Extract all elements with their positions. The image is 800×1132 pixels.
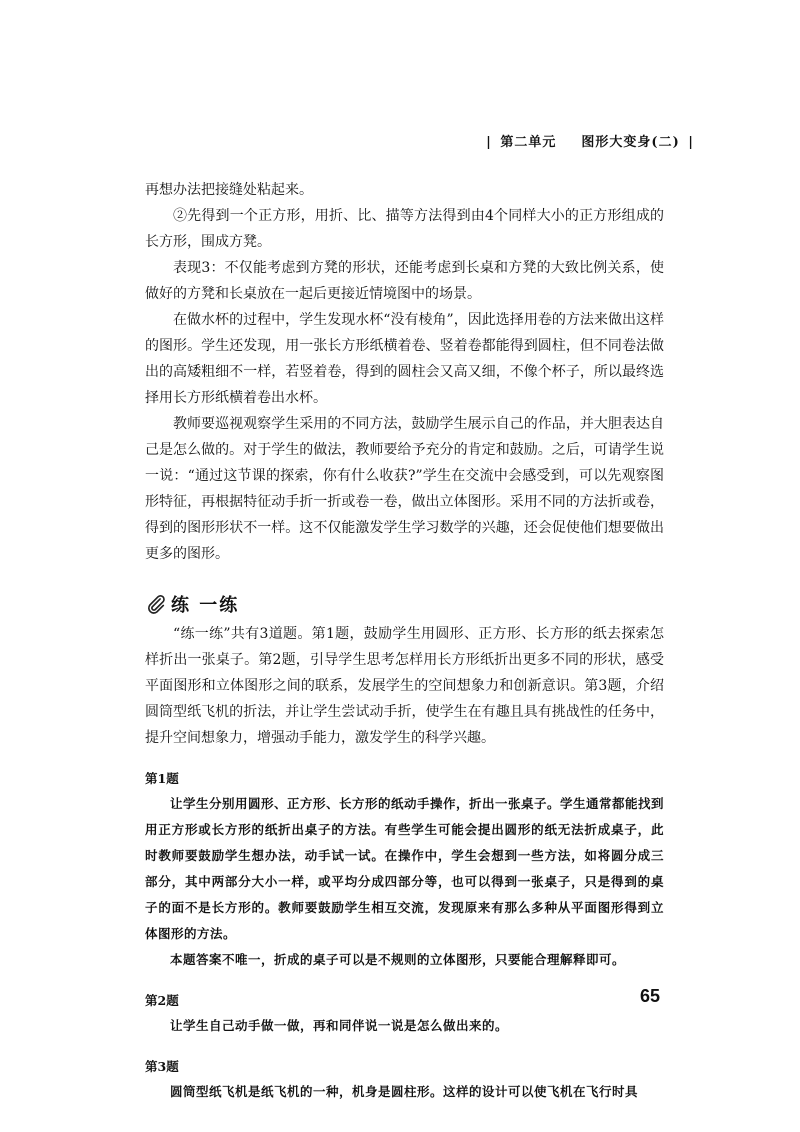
- question-paragraph: 本题答案不唯一，折成的桌子可以是不规则的立体图形，只要能合理解释即可。: [170, 952, 626, 967]
- running-header: [140, 131, 697, 150]
- page-number: 65: [639, 986, 660, 1006]
- paragraph: ②先得到一个正方形，用折、比、描等方法得到由4个同样大小的正方形组成的长方形，围成方凳。: [145, 208, 664, 250]
- question-paragraph: 让学生自己动手做一做，再和同伴说一说是怎么做出来的。: [170, 1018, 509, 1033]
- paperclip-icon: [145, 593, 167, 615]
- question-paragraph: 圆筒型纸飞机是纸飞机的一种，机身是圆柱形。这样的设计可以使飞机在飞行时具: [170, 1084, 639, 1099]
- question-title: 第2题: [145, 993, 179, 1008]
- paragraph: 再想办法把接缝处粘起来。: [145, 182, 313, 198]
- page-body: [145, 177, 664, 1105]
- paragraph: 在做水杯的过程中，学生发现水杯“没有棱角”，因此选择用卷的方法来做出这样的图形。学生还发现，用一张长方形纸横着卷、竖着卷都能得到圆柱，但不同卷法做出的高矮粗细不一样，若竖着卷，得到的圆柱会又高又细，不像个杯子，所以最终选择用长方形纸横着卷出水杯。: [145, 312, 664, 406]
- header-divider-end: |: [688, 135, 694, 150]
- paragraph: 教师要巡视观察学生采用的不同方法，鼓励学生展示自己的作品，并大胆表达自己是怎么做的。对于学生的做法，教师要给予充分的肯定和鼓励。之后，可请学生说一说：“通过这节课的探索，你有什么收获?”学生在交流中会感受到，可以先观察图形特征，再根据特征动手折一折或卷一卷，做出立体图形。采用不同的方法折或卷，得到的图形形状不一样。这不仅能激发学生学习数学的兴趣，还会促使他们想要做出更多的图形。: [145, 416, 664, 562]
- section-title-practice: [145, 587, 664, 621]
- question-title: 第1题: [145, 771, 179, 786]
- question-paragraph: 让学生分别用圆形、正方形、长方形的纸动手操作，折出一张桌子。学生通常都能找到用正方形或长方形的纸折出桌子的方法。有些学生可能会提出圆形的纸无法折成桌子，此时教师要鼓励学生想办法，动手试一试。在操作中，学生会想到一些方法，如将圆分成三部分，其中两部分大小一样，或平均分成四部分等，也可以得到一张桌子，只是得到的桌子的面不是长方形的。教师要鼓励学生相互交流，发现原来有那么多种从平面图形得到立体图形的方法。: [145, 796, 665, 941]
- section-title-text: 练 一练: [171, 595, 240, 616]
- paragraph: 表现3：不仅能考虑到方凳的形状，还能考虑到长桌和方凳的大致比例关系，使做好的方凳和长桌放在一起后更接近情境图中的场景。: [145, 260, 664, 302]
- header-divider: |: [486, 135, 492, 150]
- header-unit: 第二单元: [500, 135, 557, 150]
- question-title: 第3题: [145, 1059, 179, 1074]
- section-intro: “练一练”共有3道题。第1题，鼓励学生用圆形、正方形、长方形的纸去探索怎样折出一张桌子。第2题，引导学生思考怎样用长方形纸折出更多不同的形状，感受平面图形和立体图形之间的联系，发展学生的空间想象力和创新意识。第3题，介绍圆筒型纸飞机的折法，并让学生尝试动手折，使学生在有趣且具有挑战性的任务中，提升空间想象力，增强动手能力，激发学生的科学兴趣。: [145, 626, 664, 746]
- header-title: 图形大变身(二): [581, 135, 680, 150]
